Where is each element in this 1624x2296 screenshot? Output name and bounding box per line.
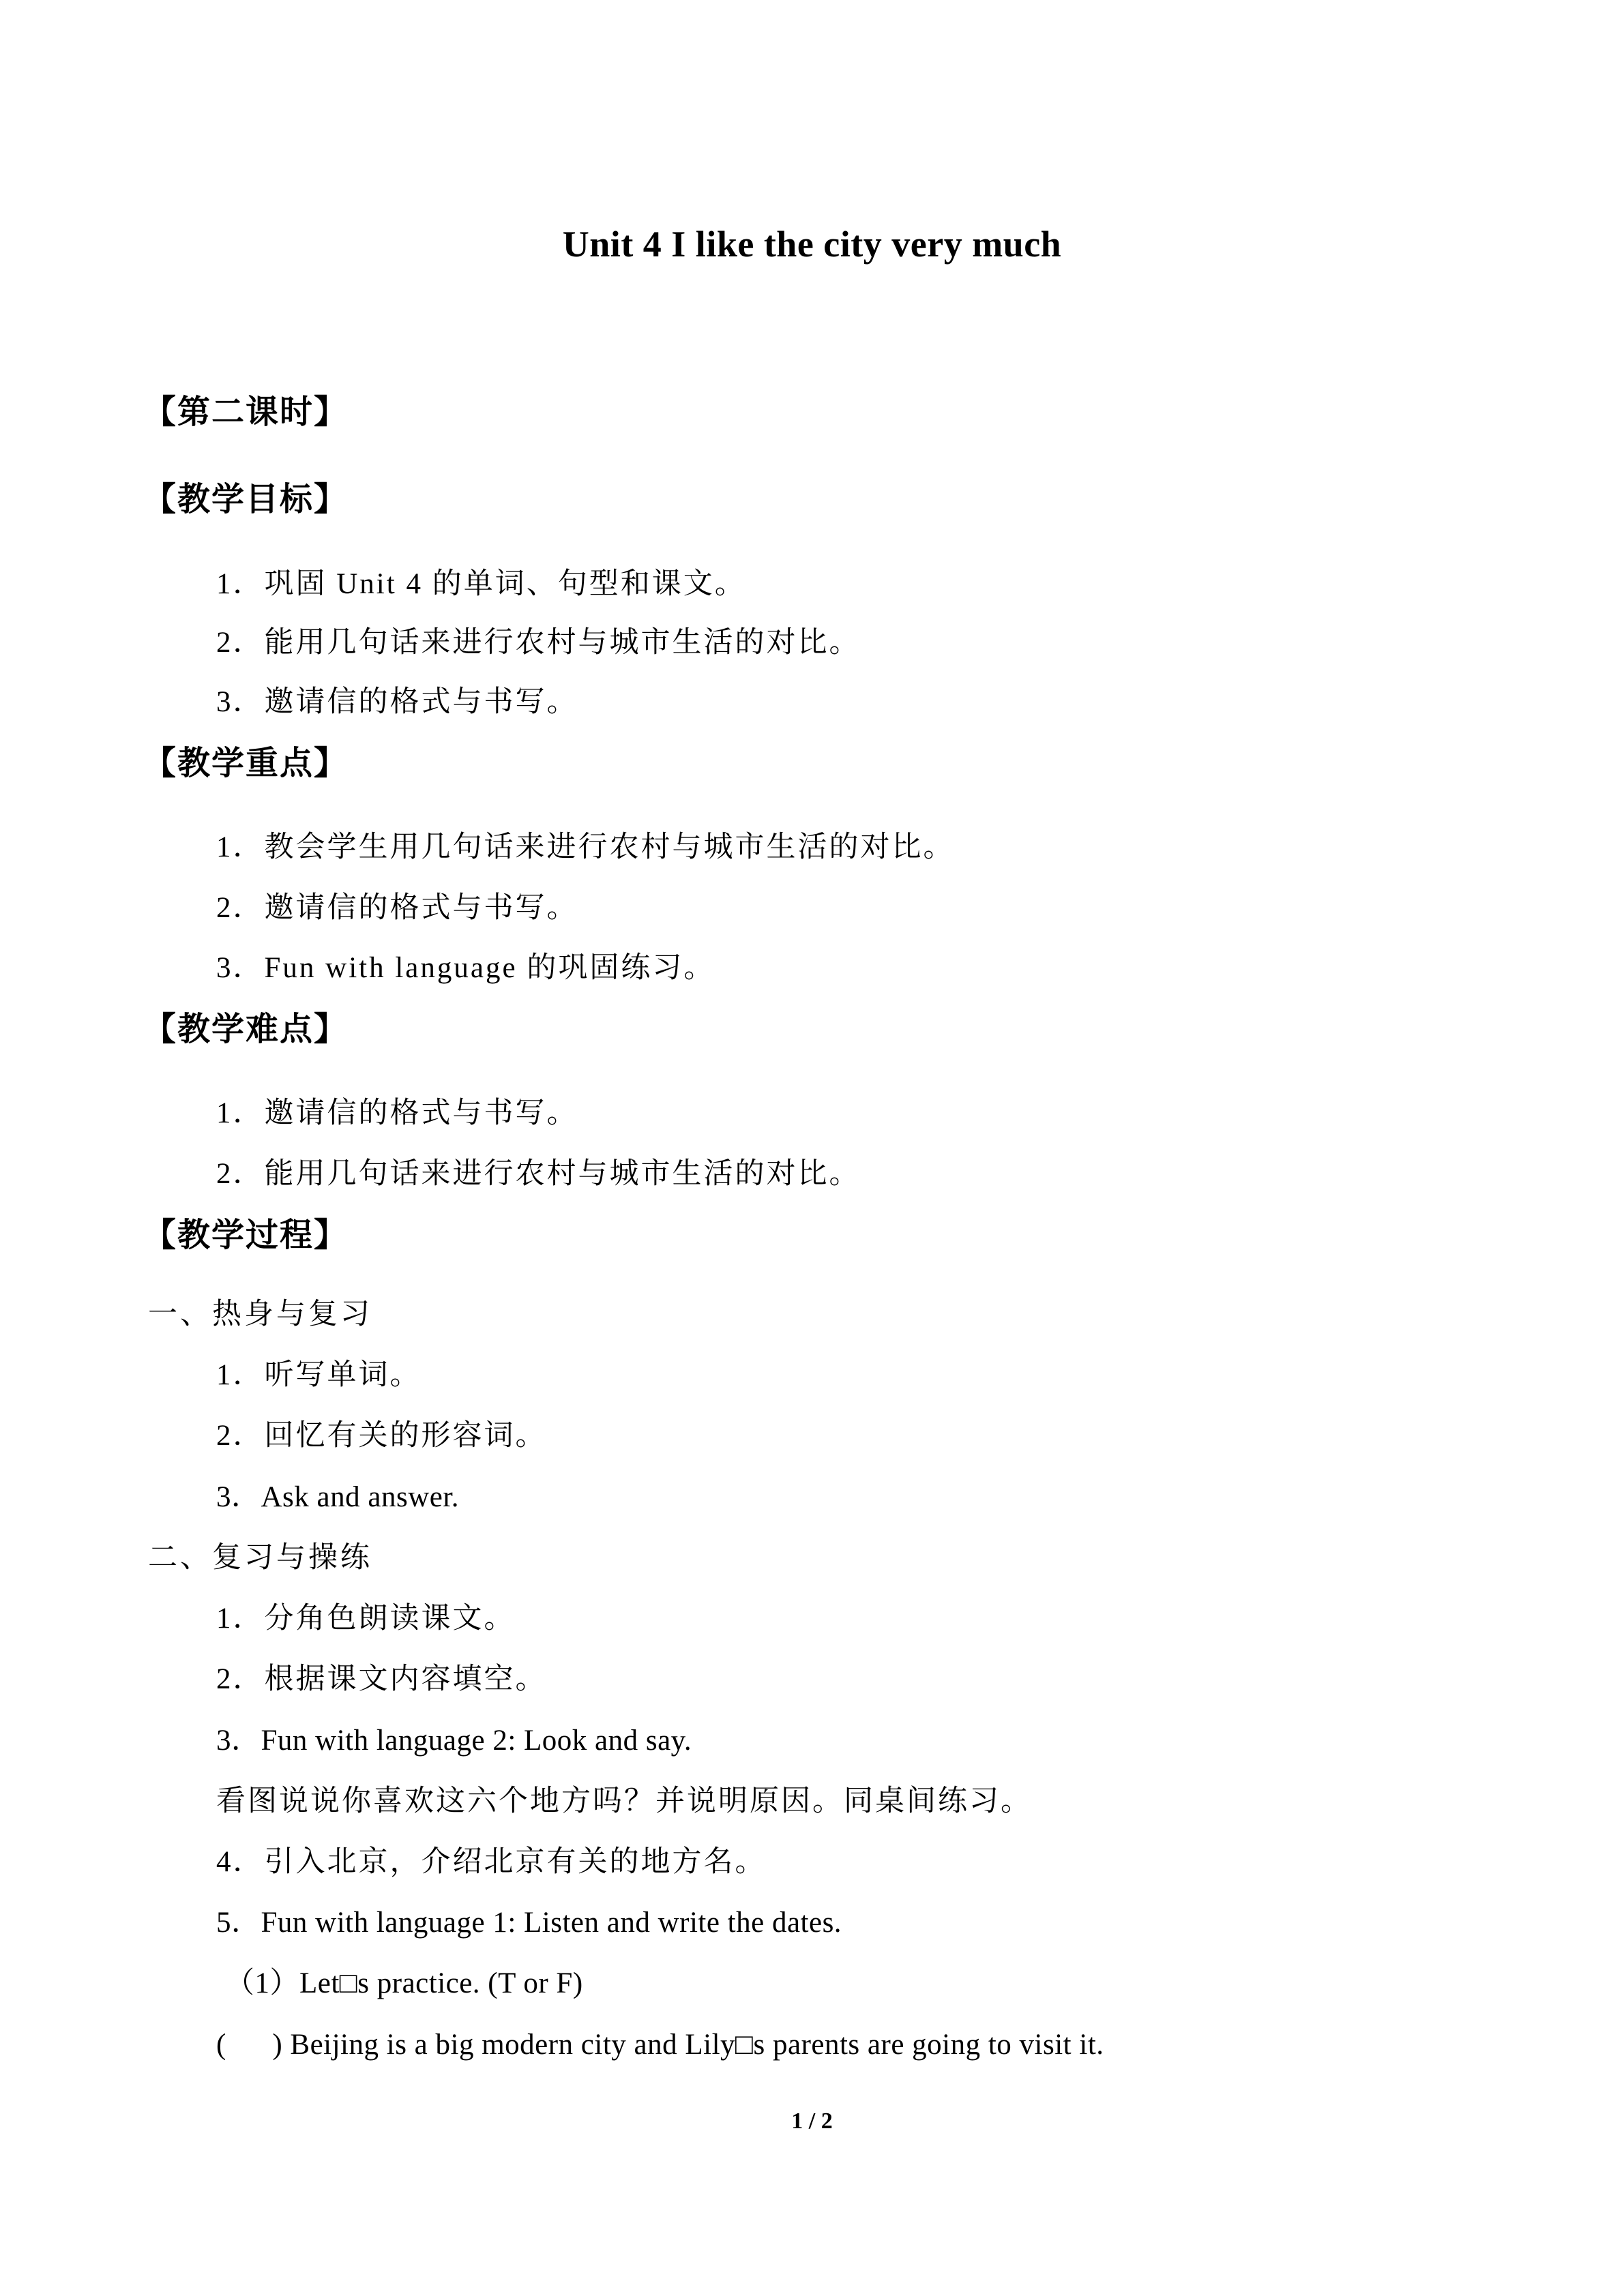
part-1-step-3: 3．Ask and answer. [216,1481,460,1513]
part-1-step-2: 2．回忆有关的形容词。 [216,1420,547,1452]
difficulties-item-2: 2．能用几句话来进行农村与城市生活的对比。 [216,1158,861,1190]
section-heading-objectives: 【教学目标】 [143,481,349,518]
part-2-step-3-note: 看图说说你喜欢这六个地方吗？并说明原因。同桌间练习。 [216,1785,1032,1817]
part-2-step-1: 1．分角色朗读课文。 [216,1602,516,1635]
section-heading-process: 【教学过程】 [143,1217,349,1253]
process-part-2-heading: 二、复习与操练 [148,1542,372,1574]
part-1-step-1: 1．听写单词。 [216,1359,422,1391]
objectives-item-3: 3．邀请信的格式与书写。 [216,686,578,718]
page-number: 1 / 2 [791,2108,833,2134]
section-heading-key-points: 【教学重点】 [143,745,349,781]
key-points-item-3: 3．Fun with language 的巩固练习。 [216,952,715,984]
part-2-step-5: 5．Fun with language 1: Listen and write the dates. [216,1907,842,1939]
key-points-item-1: 1．教会学生用几句话来进行农村与城市生活的对比。 [216,831,955,863]
part-2-step-3: 3．Fun with language 2: Look and say. [216,1725,692,1757]
part-2-step-2: 2．根据课文内容填空。 [216,1663,547,1695]
document-title: Unit 4 I like the city very much [562,224,1062,265]
key-points-item-2: 2．邀请信的格式与书写。 [216,892,578,924]
section-heading-difficulties: 【教学难点】 [143,1011,349,1047]
objectives-item-1: 1．巩固 Unit 4 的单词、句型和课文。 [216,568,746,600]
part-2-step-4: 4．引入北京，介绍北京有关的地方名。 [216,1846,767,1878]
part-2-substep-1: （1）Let□s practice. (T or F) [225,1967,583,1999]
process-part-1-heading: 一、热身与复习 [148,1298,372,1330]
session-heading: 【第二课时】 [143,394,349,430]
true-false-item: ( ) Beijing is a big modern city and Lily□s parents are going to visit it. [216,2029,1104,2061]
objectives-item-2: 2．能用几句话来进行农村与城市生活的对比。 [216,627,861,659]
difficulties-item-1: 1．邀请信的格式与书写。 [216,1097,578,1129]
